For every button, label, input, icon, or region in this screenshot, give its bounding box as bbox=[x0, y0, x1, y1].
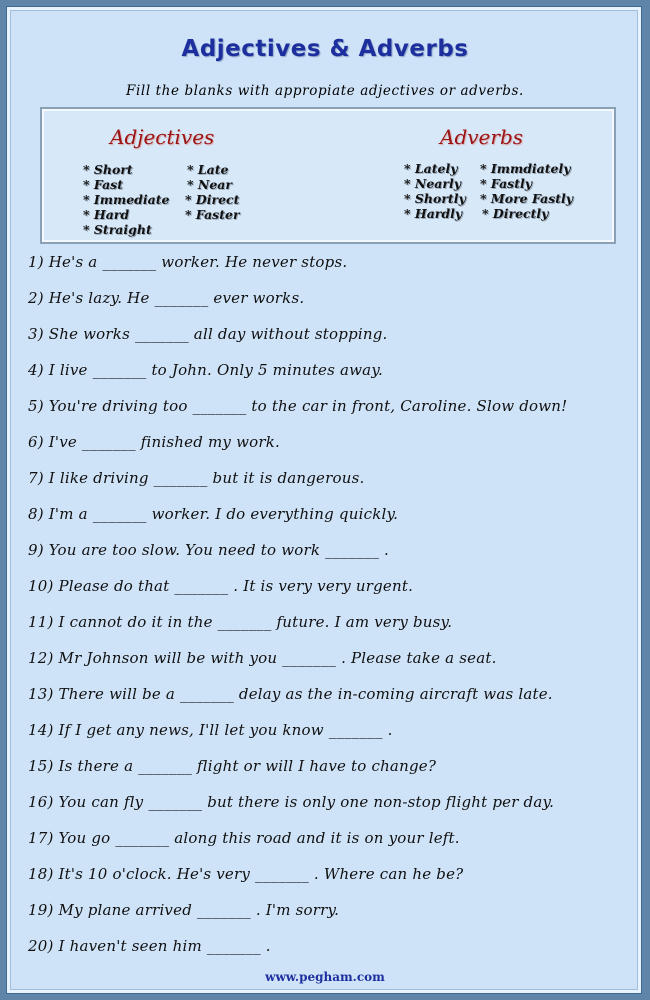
question-16: 16) You can fly _______ but there is only one non-stop flight per day. bbox=[28, 793, 555, 811]
adverb-word: * More Fastly bbox=[480, 191, 574, 206]
adjectives-heading: Adjectives bbox=[110, 125, 215, 149]
question-19: 19) My plane arrived _______ . I'm sorry. bbox=[28, 901, 340, 919]
adjective-word: * Straight bbox=[83, 222, 152, 237]
footer-url: www.pegham.com bbox=[265, 970, 385, 984]
question-7: 7) I like driving _______ but it is dangerous. bbox=[28, 469, 365, 487]
instructions-text: Fill the blanks with appropiate adjectives or adverbs. bbox=[126, 83, 524, 99]
question-4: 4) I live _______ to John. Only 5 minutes away. bbox=[28, 361, 383, 379]
adjective-word: * Near bbox=[187, 177, 232, 192]
adverb-word: * Directly bbox=[482, 206, 549, 221]
adverb-word: * Lately bbox=[404, 161, 458, 176]
question-11: 11) I cannot do it in the _______ future. I am very busy. bbox=[28, 613, 453, 631]
question-8: 8) I'm a _______ worker. I do everything quickly. bbox=[28, 505, 399, 523]
adjective-word: * Direct bbox=[185, 192, 240, 207]
question-14: 14) If I get any news, I'll let you know _______ . bbox=[28, 721, 393, 739]
question-10: 10) Please do that _______ . It is very very urgent. bbox=[28, 577, 414, 595]
question-9: 9) You are too slow. You need to work _______ . bbox=[28, 541, 389, 559]
page-title: Adjectives & Adverbs bbox=[181, 36, 469, 62]
question-12: 12) Mr Johnson will be with you _______ . Please take a seat. bbox=[28, 649, 497, 667]
adjective-word: * Short bbox=[83, 162, 133, 177]
adjective-word: * Late bbox=[187, 162, 229, 177]
adverb-word: * Nearly bbox=[404, 176, 461, 191]
adverb-word: * Shortly bbox=[404, 191, 466, 206]
adverb-word: * Fastly bbox=[480, 176, 533, 191]
question-3: 3) She works _______ all day without stopping. bbox=[28, 325, 388, 343]
question-5: 5) You're driving too _______ to the car in front, Caroline. Slow down! bbox=[28, 397, 568, 415]
adjective-word: * Hard bbox=[83, 207, 130, 222]
adjective-word: * Immediate bbox=[83, 192, 170, 207]
word-bank-box bbox=[40, 107, 616, 244]
question-20: 20) I haven't seen him _______ . bbox=[28, 937, 271, 955]
adverbs-heading: Adverbs bbox=[440, 125, 524, 149]
adverb-word: * Immdiately bbox=[480, 161, 571, 176]
question-1: 1) He's a _______ worker. He never stops. bbox=[28, 253, 348, 271]
question-6: 6) I've _______ finished my work. bbox=[28, 433, 280, 451]
question-13: 13) There will be a _______ delay as the in-coming aircraft was late. bbox=[28, 685, 553, 703]
adjective-word: * Fast bbox=[83, 177, 123, 192]
question-2: 2) He's lazy. He _______ ever works. bbox=[28, 289, 305, 307]
adverb-word: * Hardly bbox=[404, 206, 463, 221]
question-18: 18) It's 10 o'clock. He's very _______ . Where can he be? bbox=[28, 865, 464, 883]
question-17: 17) You go _______ along this road and it is on your left. bbox=[28, 829, 460, 847]
adjective-word: * Faster bbox=[185, 207, 240, 222]
question-15: 15) Is there a _______ flight or will I have to change? bbox=[28, 757, 437, 775]
